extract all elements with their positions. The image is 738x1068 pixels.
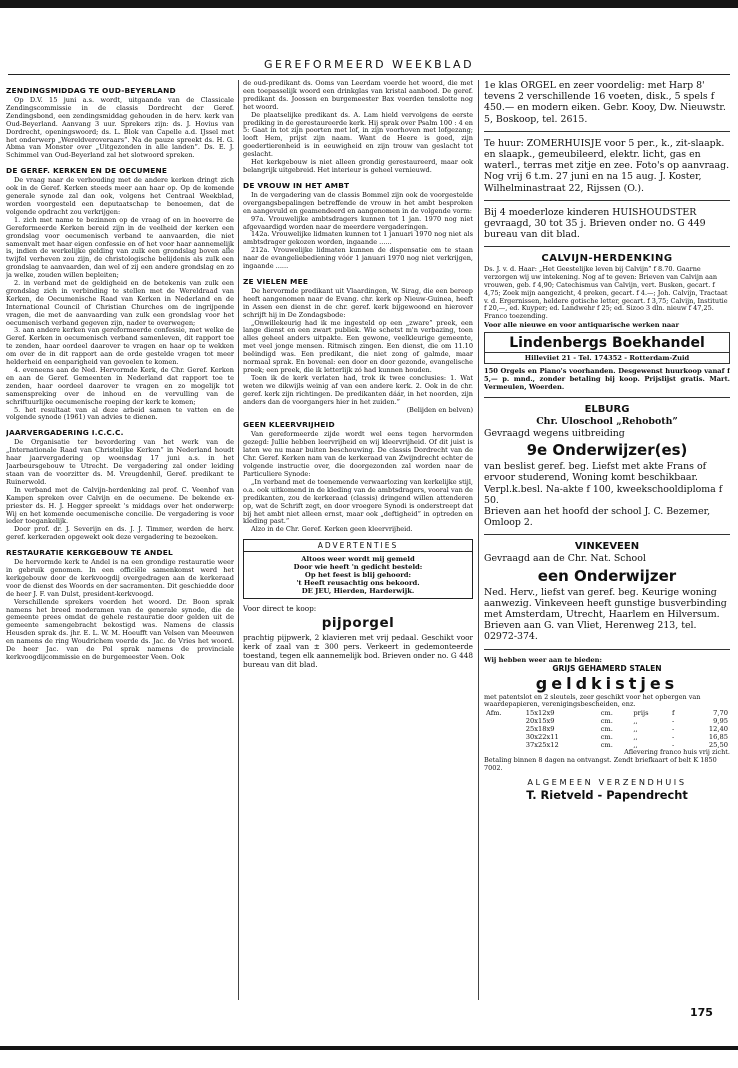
company-name: T. Rietveld - Papendrecht (526, 787, 688, 802)
pijporgel-text: prachtig pijpwerk, 2 klavieren met vrij pedaal. Geschikt voor kerk of zaal van ± 300 pers. Verkeert in gedemonteerde toestand, tegen elk aannemelijk bod. Brieven onder no. G 448 bureau van dit blad. (243, 633, 473, 670)
elburg-intro: Gevraagd wegens uitbreiding (484, 428, 625, 440)
price-cell (484, 741, 524, 749)
boekhandel-ad (484, 332, 730, 364)
poem-line: Altoos weer wordt mij gemeld (301, 555, 415, 564)
price-cell: cm. (600, 733, 613, 742)
ad-separator (484, 649, 730, 650)
heading-kleervrijheid: GEEN KLEERVRIJHEID (243, 420, 335, 430)
price-cell: ,, (633, 733, 638, 742)
calvijn-text: Ds. J. v. d. Haar: „Het Geestelijke leven bij Calvijn” f 8.70. Gaarne verzorgen wij uw intekening. Nog af te geven: Brieven van Calvijn aan vrouwen, geb. f 4,90; Catechismus van Calvijn, vert. Busken, gecart. f 4,75; Zoek mijn aangezicht, 4 preken, gecart. f 4.—; Joh. Calvijn, Tractaat v. d. Ergernissen, heldere gotische letter, gecart. f 3,75; Calvijn, Institutie f 20,—, ed. Kuyper; ed. Landwehr f 25; ed. Sizoo 3 dln. nieuw f 47,25. Franco toezending. (484, 265, 728, 321)
price-cell: 12,40 (708, 725, 728, 734)
geld-delivery: Aflevering franco huis vrij zicht. (624, 748, 730, 757)
elburg-title: ELBURG (584, 404, 630, 416)
price-cell: ,, (633, 725, 638, 734)
price-cell: f (672, 709, 675, 718)
paragraph: 97a. Vrouwelijke ambtsdragers kunnen tot 1 jan. 1970 nog niet afgevaardigd worden naar de meerdere vergaderingen. (243, 214, 473, 231)
elburg-school: Chr. Uloschool „Rehoboth” (536, 416, 678, 428)
price-cell: 25,50 (708, 741, 728, 750)
price-cell: - (672, 741, 675, 750)
pijporgel-title: pijporgel (321, 615, 395, 632)
masthead-rule (8, 74, 730, 75)
column-1 (6, 80, 234, 1020)
price-cell: prijs (633, 709, 649, 718)
vinkeveen-text2: Brieven aan G. van Vliet, Herenweg 213, tel. 02972-374. (484, 620, 697, 643)
price-cell: 15x12x9 (525, 709, 555, 718)
boekhandel-address: Hilleviiet 21 - Tel. 174352 - Rotterdam-Zuid (485, 352, 729, 363)
paragraph: 3. aan andere kerken van gereformeerde confessie, met welke de Geref. Kerken in oecumenisch verband samenleven, dit rapport toe te zenden, haar oordeel daarover te vragen en haar op te wekken om over de in dit rapport aan de orde gestelde vragen tot meer helderheid en eenparigheid van gevoelen te komen. (6, 326, 234, 367)
poem-line: DE JEU, Hierden, Harderwijk. (301, 587, 415, 596)
geld-desc: met patentslot en 2 sleutels, zeer geschikt voor het opbergen van waardepapieren, verenigingsbescheiden, enz. (484, 692, 701, 709)
paragraph: 1. zich met name te bezinnen op de vraag of en in hoeverre de Gereformeerde Kerken bereid zijn in de veelheid der kerken een grondslag voor oecumenisch verband te aanvaarden, die niet samenvalt met haar eigen confessie en of het voor haar aannemelijk is, indien de werkelijke gelding van zulk een grondslag boven alle twijfel verheven zou zijn, de christologische belijdenis als zulk een grondslag te aanvaarden, dan wel of zij een andere grondslag en zo ja welke, zouden willen bepleiten; (6, 215, 234, 280)
price-cell: - (672, 725, 675, 734)
poem-ad (244, 552, 472, 598)
vinkeveen-position: een Onderwijzer (537, 566, 677, 585)
price-row (484, 709, 730, 717)
geld-sub: GRIJS GEHAMERD STALEN (552, 663, 662, 673)
heading-oecumene: DE GEREF. KERKEN EN DE OECUMENE (6, 166, 168, 176)
vinkeveen-title: VINKEVEEN (574, 541, 640, 553)
bottom-rule (0, 1046, 738, 1050)
price-cell: - (672, 733, 675, 742)
ad-separator (484, 131, 730, 132)
elburg-text: van beslist geref. beg. Liefst met akte Frans of ervoor studerend, Woning komt beschikbaar. Verpl.k.besl. Na-akte f 100, kweekschooldiploma f 50. (484, 461, 723, 506)
column-divider (478, 80, 479, 1000)
price-cell: 7,70 (713, 709, 728, 718)
price-cell: ,, (633, 741, 638, 750)
top-rule (0, 0, 738, 8)
paragraph: 142a. Vrouwelijke lidmaten kunnen tot 1 januari 1970 nog niet als ambtsdrager gekozen worden, ingaande ...... (243, 230, 473, 247)
paragraph: 4. eveneens aan de Ned. Hervormde Kerk, de Chr. Geref. Kerken en aan de Geref. Gemeenten in Nederland dat rapport toe te zenden, haar oordeel daarover te vragen en zo mogelijk tot samenspreking over de inhoud en de vervulling van de schriftuurlijke oecumenische roeping der kerk te komen; (6, 366, 234, 406)
price-row (484, 717, 730, 725)
poem-line: 't Heeft reusachtig ons bekoord. (296, 579, 420, 588)
price-table (484, 709, 730, 749)
price-cell: cm. (600, 709, 613, 718)
zomerhuisje-ad: Te huur: ZOMERHUISJE voor 5 per., k., zit-slaapk. en slaapk., gemeubileerd, elektr. licht, gas en waterl., terras met zitje en zee. Foto's op aanvraag. Nog vrij 6 t.m. 27 juni en na 15 aug. J. Koster, Wilhelminastraat 22, Rijssen (O.). (484, 137, 730, 194)
paragraph: De hervormde kerk te Andel is na een grondige restauratie weer in gebruik genomen. In een officiële samenkomst werd het kerkgebouw door de kerkvoogdij overgedragen aan de kerkeraad voor de dienst des Woords en der sacramenten. Dit geschiedde door de heer J. F. van Dulst, president-kerkvoogd. (6, 558, 234, 598)
paragraph: De plaatselijke predikant ds. A. Lam hield vervolgens de eerste prediking in de gerestaureerde kerk. Hij sprak over Psalm 100 : 4 en 5: Gaat in tot zijn poorten met lof, in zijn voorhoven met lofgezang; looft Hem, prijst zijn naam. Want de Heere is goed, zijn goedertierenheid is in eeuwigheid en zijn trouw van geslacht tot geslacht. (243, 110, 473, 159)
paragraph: „In verband met de toenemende verwaarlozing van kerkelijke stijl, o.a. ook uitkomend in de kleding van de ambtsdragers, vooral van de predikanten, zou de kerkeraad (classis) dringend willen attenderen op, wat de Schrift zegt, en door vroegere Synodi is onderstreept dat bij het ambt niet alleen ernst, maar ook „deftigheid” in optreden en kleding past.” (243, 477, 473, 526)
poem-line: Door wie heeft 'n gedicht besteld: (293, 563, 423, 572)
price-cell: ,, (633, 717, 638, 726)
price-row (484, 733, 730, 741)
page-number: 175 (690, 1006, 713, 1019)
pijporgel-intro: Voor direct te koop: (243, 604, 317, 614)
orgel-ad: 1e klas ORGEL en zeer voordelig: met Harp 8' tevens 2 verschillende 16 voeten, disk., 5 spels f 450.— en modern eiken. Gebr. Kooy, Dw. Nieuwstr. 5, Boskoop, tel. 2615. (484, 80, 726, 125)
price-cell (484, 725, 524, 733)
price-cell: 37x25x12 (525, 741, 559, 750)
paragraph: Het kerkgebouw is niet alleen grondig gerestaureerd, maar ook belangrijk uitgebreid. Het interieur is geheel vernieuwd. (243, 158, 473, 174)
heading-zendingsmiddag: ZENDINGSMIDDAG TE OUD-BEYERLAND (6, 86, 176, 95)
heading-restauratie: RESTAURATIE KERKGEBOUW TE ANDEL (6, 548, 173, 558)
paragraph: In de vergadering van de classis Bommel zijn ook de voorgestelde overgangsbepalingen betreffende de vrouw in het ambt besproken en aangevuld en geamendeerd en aangenomen in de volgende vorm: (243, 190, 473, 215)
paragraph: De vraag naar de verhouding met de andere kerken dringt zich ook in de Geref. Kerken steeds meer aan haar op. Op de komende generale synode zal dan ook, volgens het Centraal Weekblad, worden voorgesteld een deputaatschap te benoemen, dat de volgende opdracht zou verkrijgen: (6, 176, 234, 216)
advertenties-box (243, 539, 473, 599)
paragraph: In verband met de Calvijn-herdenking zal prof. C. Veenhof van Kampen spreken over Calvijn en de oecumene. De bekende ex-priester ds. H. J. Hegger spreekt 's middags over het onderwerp: Wij en het komende oecumenische concilie. De vergadering is voor ieder toegankelijk. (6, 485, 234, 526)
price-cell: 9,95 (713, 717, 728, 726)
price-cell: 16,85 (708, 733, 728, 742)
price-cell (484, 717, 524, 725)
price-cell: 25x18x9 (525, 725, 555, 734)
geld-intro: Wij hebben weer aan te bieden: (484, 655, 602, 664)
heading-vrouw-in-ambt: DE VROUW IN HET AMBT (243, 180, 350, 190)
paragraph: de oud-predikant ds. Ooms van Leerdam voerde het woord, die met een toepasselijk woord een drinkglas van kristal aanbood. De geref. predikant ds. Joossen en burgemeester Bax voerden tenslotte nog het woord. (243, 80, 473, 111)
huishoudster-ad: Bij 4 moederloze kinderen HUISHOUDSTER gevraagd, 30 tot 35 j. Brieven onder no. G 449 bureau van dit blad. (484, 206, 706, 241)
price-cell: 20x15x9 (525, 717, 555, 726)
price-cell: 30x22x11 (525, 733, 559, 742)
verzendhuis-label: ALGEMEEN VERZENDHUIS (527, 776, 687, 787)
price-cell: - (672, 717, 675, 726)
ad-separator (484, 534, 730, 535)
paragraph: 212a. Vrouwelijke lidmaten kunnen de dispensatie om te staan naar de evangeliebediening vóór 1 januari 1970 nog niet verkrijgen, ingaande ...... (243, 246, 473, 271)
paragraph: 2. in verband met de geldigheid en de betekenis van zulk een grondslag zich in verbinding te stellen met de Wereldraad van Kerken, de Oecumenische Raad van Kerken in Nederland en de International Council of Christian Churches om de ingrijpende vragen, die met de aanvaarding van zulk een grondslag voor het oecumenisch verband gegeven zijn, nader te overwegen; (6, 279, 234, 327)
advertenties-title: ADVERTENTIES (244, 540, 472, 552)
paragraph: Van gereformeerde zijde wordt wel eens tegen hervormden gezegd: Jullie hebben leervrijheid en wij kleervrijheid. Of dit juist is laten we nu maar buiten beschouwing. De classis Dordrecht van de Chr. Geref. Kerken nam van de kerkeraad van Zwijndrecht echter de volgende instructie over, die doorgezonden zal worden naar de Particuliere Synode: (243, 430, 473, 478)
heading-ze-vielen-mee: ZE VIELEN MEE (243, 276, 309, 286)
vinkeveen-text: Ned. Herv., liefst van geref. beg. Keurige woning aanwezig. Vinkeveen heeft gunstige busverbinding met Amsterdam, Utrecht, Haarlem en Hilversum. (484, 586, 727, 621)
paragraph: Verschillende sprekers voerden het woord. Dr. Boon sprak namens het breed moderamen van de generale synode, die de gemeente prees omdat de gehele restauratie door gelden uit de gemeente samengebracht bekostigd was. Namens de classis Heusden sprak ds. jhr. E. L. W. M. Hoeufft van Velsen van Meeuwen en namens de ring Woudrichem voerde ds. Jac. de Vries het woord. De heer Jac. van de Pol sprak namens de provinciale kerkvoogdijcommissie en de burgemeester Veen. Ook (6, 597, 234, 661)
price-cell: cm. (600, 741, 613, 750)
paragraph: Door prof. dr. J. Severijn en ds. J. J. Timmer, werden de herv. geref. kerkeraden opgewekt ook deze vergadering te bezoeken. (6, 525, 234, 542)
geldkistjes-title: geldkistjes (535, 673, 679, 693)
elburg-text2: Brieven aan het hoofd der school J. C. Bezemer, Omloop 2. (484, 506, 711, 529)
price-cell (484, 733, 524, 741)
calvijn-note: Voor alle nieuwe en voor antiquarische werken naar (484, 321, 680, 330)
price-row (484, 725, 730, 733)
geld-payment: Betaling binnen 8 dagen na ontvangst. Zendt briefkaart of belt K 1850 7002. (484, 756, 717, 772)
calvijn-title: CALVIJN-HERDENKING (541, 253, 673, 265)
boekhandel-name: Lindenbergs Boekhandel (509, 335, 705, 352)
price-cell: Afm. (486, 709, 502, 718)
price-cell: cm. (600, 725, 613, 734)
elburg-position: 9e Onderwijzer(es) (526, 441, 688, 460)
ad-separator (484, 200, 730, 201)
paragraph: De hervormde predikant uit Vlaardingen, W. Sirag, die een bereep heeft aangenomen naar de Evang. chr. kerk op Nieuw-Guinea, heeft in Assen een dienst in de chr. geref. kerk bijgewoond en hierover schrijft hij in De Zondagsbode: (243, 286, 473, 319)
paragraph: Alzo in de Chr. Geref. Kerken geen kleervrijheid. (251, 525, 413, 534)
ad-separator (484, 397, 730, 398)
ad-separator (484, 246, 730, 247)
column-2 (243, 80, 473, 1020)
source-attribution: (Belijden en belven) (406, 405, 473, 414)
paragraph: Op D.V. 15 juni a.s. wordt, uitgaande van de Classicale Zendingscommissie in de classis Dordrecht der Geref. Zendingsbond, een zendingsmiddag gehouden in de herv. kerk van Oud-Beyerland. Aanvang 3 uur. Sprekers zijn: ds. J. Hovius van Dordrecht, openingswoord; ds. L. Blok van Capelle a.d. IJssel met het onderwerp „Wereldveroveraars”. Na de pauze spreekt ds. H. G. Abma van Monster over „Uitgezonden in alle landen”. Ds. E. J. Schimmel van Oud-Beyerland zal het slotwoord spreken. (6, 96, 234, 160)
paragraph: „Onwillekeurig had ik me ingesteld op een „zware” preek, een lange dienst en een zwart publiek. Wie schetst m'n verbazing, toen alles geheel anders uitpakte. Een gewone, veelkleurige gemeente, met veel jonge mensen. Ritmisch zingen. Een dienst, die om 11.10 beëindigd was. Een predikant, die niet zong of galmde, maar normaal sprak. En bovenal: een door en door gezonde, evangelische preek; een preek, die ik letterlijk zó had kunnen houden. (243, 318, 473, 374)
poem-line: Op het feest is blij gehoord: (304, 571, 412, 580)
column-3 (484, 80, 730, 980)
paragraph: Toen ik de kerk verlaten had, trok ik twee conclusies: 1. Wat weten we dikwijls weinig af van een andere kerk. 2. Ook in de chr. geref. kerk zijn richtingen. De predikanten dáár, in het noorden, zijn anders dan de voorgangers hier in het zuiden.” (243, 373, 473, 406)
column-divider (238, 80, 239, 1000)
vinkeveen-intro: Gevraagd aan de Chr. Nat. School (484, 553, 646, 565)
masthead: GEREFORMEERD WEEKBLAD (263, 58, 475, 71)
heading-jaarvergadering: JAARVERGADERING I.C.C.C. (6, 428, 124, 438)
paragraph: De Organisatie ter bevordering van het werk van de „Internationale Raad van Christelijke Kerken” in Nederland houdt haar jaarvergadering op woensdag 17 juni a.s. in het Jaarbeursgebouw te Utrecht. De vergadering zal onder leiding staan van de voorzitter ds. M. Vreugdenhil, Geref. predikant te Ruinerwold. (6, 438, 234, 486)
price-cell: cm. (600, 717, 613, 726)
orgels-ad: 150 Orgels en Piano's voorhanden. Desgewenst huurkoop vanaf f 5,— p. mnd., zonder betaling bij koop. Prijslijst gratis. Mart. Vermeulen, Woerden. (484, 367, 730, 392)
paragraph: 5. het resultaat van al deze arbeid samen te vatten en de volgende synode (1961) van advies te dienen. (6, 405, 234, 422)
